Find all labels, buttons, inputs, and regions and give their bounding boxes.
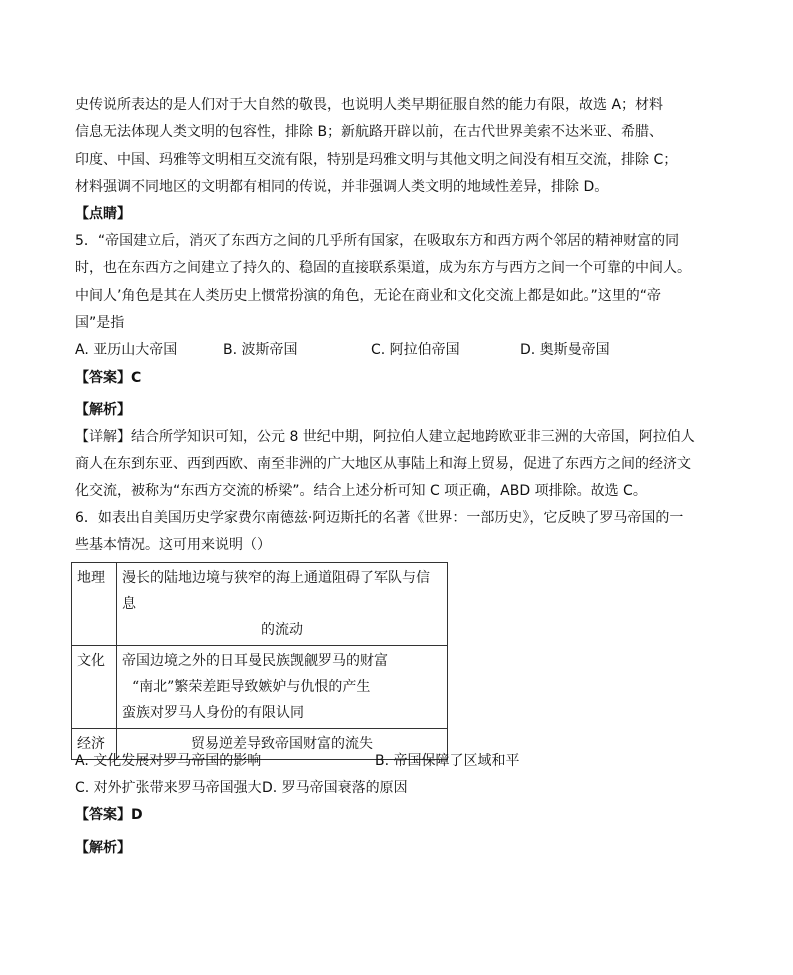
q5-option-b: B. 波斯帝国 <box>223 342 298 358</box>
geography-cell <box>117 563 448 646</box>
row-label-geography: 地理 <box>72 563 117 646</box>
dianjing-heading: 【点睛】 <box>75 206 131 222</box>
q6-text-line: 6．如表出自美国历史学家费尔南德兹·阿迈斯托的名著《世界：一部历史》，它反映了罗马帝国的一 <box>75 510 684 526</box>
q5-detail-line: 化交流，被称为“东西方交流的桥梁”。结合上述分析可知 C 项正确，ABD 项排除。故选 C。 <box>75 483 647 499</box>
q5-detail-line: 【详解】结合所学知识可知，公元 8 世纪中期，阿拉伯人建立起地跨欧亚非三洲的大帝国，阿拉伯人 <box>75 429 695 445</box>
text-line: 材料强调不同地区的文明都有相同的传说，并非强调人类文明的地域性差异，排除 D。 <box>75 179 609 195</box>
q6-option-a: A. 文化发展对罗马帝国的影响 <box>75 753 262 769</box>
q5-option-d: D. 奥斯曼帝国 <box>520 342 610 358</box>
cell-line: 蛮族对罗马人身份的有限认同 <box>122 705 304 721</box>
text-line: 信息无法体现人类文明的包容性，排除 B；新航路开辟以前，在古代世界美索不达米亚、希腊、 <box>75 124 664 140</box>
culture-cell <box>117 646 448 729</box>
row-label-culture: 文化 <box>72 646 117 729</box>
q6-text-line: 些基本情况。这可用来说明（） <box>75 537 271 553</box>
cell-line: “南北”繁荣差距导致嫉妒与仇恨的产生 <box>132 679 371 695</box>
q5-answer: 【答案】C <box>75 370 142 386</box>
rome-table <box>71 562 448 760</box>
table-row <box>72 646 448 729</box>
text-line: 印度、中国、玛雅等文明相互交流有限，特别是玛雅文明与其他文明之间没有相互交流，排除 C； <box>75 152 678 168</box>
text-line: 史传说所表达的是人们对于大自然的敬畏，也说明人类早期征服自然的能力有限，故选 A；材料 <box>75 97 664 113</box>
q5-text-line: 5．“帝国建立后，消灭了东西方之间的几乎所有国家，在吸取东方和西方两个邻居的精神财富的同 <box>75 233 680 249</box>
row-label-economy: 经济 <box>72 729 117 760</box>
table-row <box>72 563 448 646</box>
q5-text-line: 中间人’角色是其在人类历史上惯常扮演的角色，无论在商业和文化交流上都是如此。”这里的“帝 <box>75 288 661 304</box>
q6-analysis-heading: 【解析】 <box>75 840 131 856</box>
q5-detail-line: 商人在东到东亚、西到西欧、南至非洲的广大地区从事陆上和海上贸易，促进了东西方之间的经济文 <box>75 456 691 472</box>
economy-cell: 贸易逆差导致帝国财富的流失 <box>117 729 448 760</box>
q6-option-d: D. 罗马帝国衰落的原因 <box>262 780 408 796</box>
q6-option-b: B. 帝国保障了区域和平 <box>375 753 520 769</box>
q5-option-a: A. 亚历山大帝国 <box>75 342 178 358</box>
cell-line: 帝国边境之外的日耳曼民族觊觎罗马的财富 <box>122 653 388 669</box>
cell-line: 漫长的陆地边境与狭窄的海上通道阻碍了军队与信息 <box>122 570 430 612</box>
q5-option-c: C. 阿拉伯帝国 <box>371 342 460 358</box>
cell-line: 的流动 <box>261 622 303 638</box>
q6-option-c: C. 对外扩张带来罗马帝国强大 <box>75 780 262 796</box>
q6-answer: 【答案】D <box>75 807 143 823</box>
q5-analysis-heading: 【解析】 <box>75 402 131 418</box>
q5-text-line: 时，也在东西方之间建立了持久的、稳固的直接联系渠道，成为东方与西方之间一个可靠的中间人。 <box>75 260 691 276</box>
q5-text-line: 国”是指 <box>75 315 125 331</box>
